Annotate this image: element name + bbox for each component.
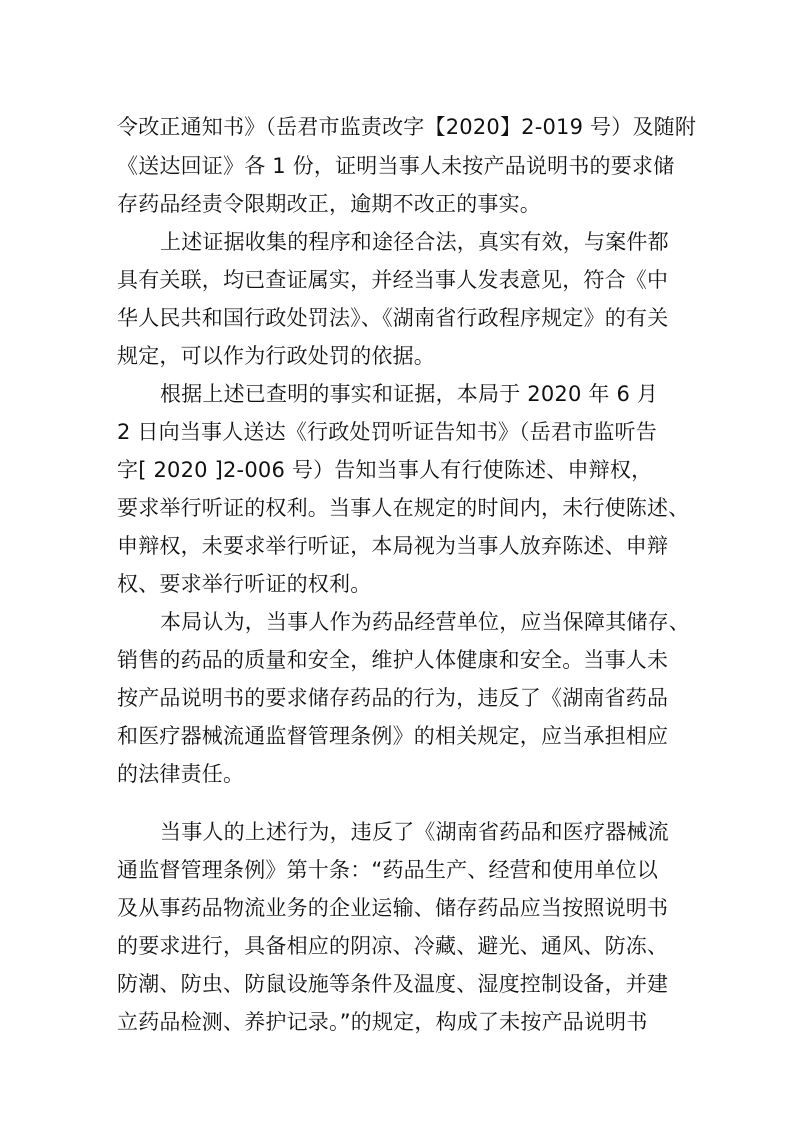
paragraph-line: 按产品说明书的要求储存药品的行为，违反了《湖南省药品 — [117, 686, 669, 710]
paragraph-line: 上述证据收集的程序和途径合法，真实有效，与案件都 — [160, 230, 669, 254]
paragraph-line: 具有关联，均已查证属实，并经当事人发表意见，符合《中 — [117, 268, 669, 292]
paragraph-line: 令改正通知书》（岳君市监责改字【2020】2-019 号）及随附 — [117, 115, 697, 139]
paragraph-line: 当事人的上述行为，违反了《湖南省药品和医疗器械流 — [160, 820, 669, 844]
paragraph-line: 字[ 2020 ]2-006 号）告知当事人有行使陈述、申辩权， — [117, 458, 653, 482]
paragraph-line: 《送达回证》各 1 份，证明当事人未按产品说明书的要求储 — [117, 154, 675, 178]
paragraph-line: 的要求进行，具备相应的阴凉、冷藏、避光、通风、防冻、 — [117, 934, 669, 958]
paragraph-line: 申辩权，未要求举行听证，本局视为当事人放弃陈述、申辩 — [117, 534, 669, 558]
paragraph-line: 根据上述已查明的事实和证据，本局于 2020 年 6 月 — [160, 382, 659, 406]
paragraph-line: 销售的药品的质量和安全，维护人体健康和安全。当事人未 — [117, 648, 669, 672]
paragraph-line: 华人民共和国行政处罚法》、《湖南省行政程序规定》的有关 — [117, 306, 669, 330]
paragraph-line: 防潮、防虫、防鼠设施等条件及温度、湿度控制设备，并建 — [117, 972, 669, 996]
paragraph-line: 的法律责任。 — [117, 762, 245, 786]
paragraph-line: 及从事药品物流业务的企业运输、储存药品应当按照说明书 — [117, 896, 669, 920]
paragraph-line: 权、要求举行听证的权利。 — [117, 572, 372, 596]
paragraph-line: 通监督管理条例》第十条：“药品生产、经营和使用单位以 — [117, 858, 659, 882]
paragraph-line: 规定，可以作为行政处罚的依据。 — [117, 344, 435, 368]
paragraph-line: 本局认为，当事人作为药品经营单位，应当保障其储存、 — [160, 610, 690, 634]
paragraph-line: 立药品检测、养护记录。”的规定，构成了未按产品说明书 — [117, 1010, 648, 1034]
paragraph-line: 2 日向当事人送达《行政处罚听证告知书》（岳君市监听告 — [117, 420, 657, 444]
paragraph-line: 要求举行听证的权利。当事人在规定的时间内，未行使陈述、 — [117, 496, 690, 520]
paragraph-line: 存药品经责令限期改正，逾期不改正的事实。 — [117, 192, 541, 216]
paragraph-line: 和医疗器械流通监督管理条例》的相关规定，应当承担相应 — [117, 724, 669, 748]
